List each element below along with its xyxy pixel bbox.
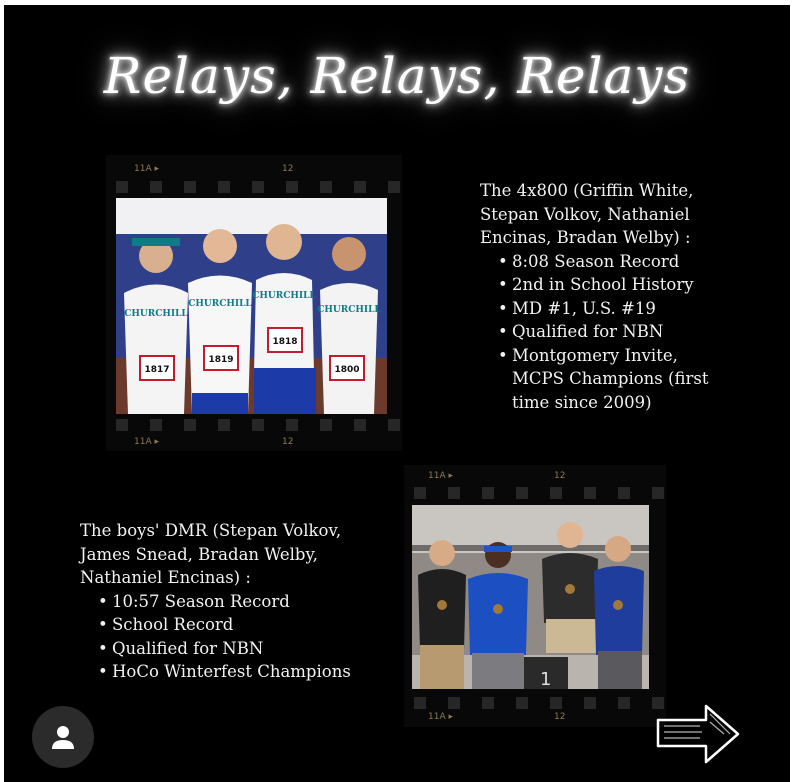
team-photo-graphic — [412, 505, 649, 689]
list-item: • Qualified for NBN — [498, 320, 728, 344]
user-avatar-icon — [49, 723, 77, 751]
user-avatar-button[interactable] — [32, 706, 94, 768]
film-marks-top — [106, 164, 402, 178]
jersey-text: CHURCHILL — [317, 305, 381, 315]
bib-number: 1817 — [144, 365, 170, 375]
list-item: • HoCo Winterfest Champions — [98, 660, 360, 684]
film-holes — [106, 181, 402, 193]
list-item: • Montgomery Invite, MCPS Champions (first time since 2009) — [498, 344, 728, 415]
film-holes — [404, 487, 666, 499]
relay-4x800-photo — [116, 198, 387, 414]
post-title: Relays, Relays, Relays — [103, 47, 691, 105]
next-arrow-button[interactable] — [652, 700, 744, 766]
relay-dmr-text — [80, 519, 360, 684]
relay-4x800-heading: The 4x800 (Griffin White, Stepan Volkov, Nathaniel Encinas, Bradan Welby) : — [480, 181, 694, 247]
film-mark-left: 11A ▸ — [134, 164, 159, 174]
relay-4x800-text — [480, 179, 728, 414]
team-photo-graphic — [116, 198, 387, 414]
list-item: • 2nd in School History — [498, 273, 728, 297]
film-marks-top — [404, 471, 666, 485]
film-mark-left: 11A ▸ — [428, 471, 453, 481]
next-arrow-icon — [652, 700, 744, 766]
list-item: • MD #1, U.S. #19 — [498, 297, 728, 321]
relay-dmr-heading: The boys' DMR (Stepan Volkov, James Snead, Bradan Welby, Nathaniel Encinas) : — [80, 521, 342, 587]
jersey-text: CHURCHILL — [188, 299, 252, 309]
relay-dmr-photo — [412, 505, 649, 689]
post-frame — [4, 5, 790, 782]
film-holes — [106, 419, 402, 431]
bib-number: 1800 — [334, 365, 360, 375]
bib-number: 1818 — [272, 337, 298, 347]
list-item: • 8:08 Season Record — [498, 250, 728, 274]
relay-dmr-list — [80, 590, 360, 684]
film-marks-bottom — [404, 712, 666, 726]
film-mark-right: 12 — [554, 471, 566, 481]
bib-number: 1819 — [208, 355, 234, 365]
film-marks-bottom — [106, 437, 402, 451]
film-mark-right: 12 — [554, 712, 566, 722]
film-mark-left: 11A ▸ — [428, 712, 453, 722]
podium-number: 1 — [540, 669, 552, 689]
film-mark-right: 12 — [282, 164, 294, 174]
relay-4x800-list — [480, 250, 728, 415]
jersey-text: CHURCHILL — [124, 309, 188, 319]
list-item: • School Record — [98, 613, 360, 637]
list-item: • Qualified for NBN — [98, 637, 360, 661]
film-holes — [404, 697, 666, 709]
list-item: • 10:57 Season Record — [98, 590, 360, 614]
film-mark-right: 12 — [282, 437, 294, 447]
film-mark-left: 11A ▸ — [134, 437, 159, 447]
jersey-text: CHURCHILL — [252, 291, 316, 301]
